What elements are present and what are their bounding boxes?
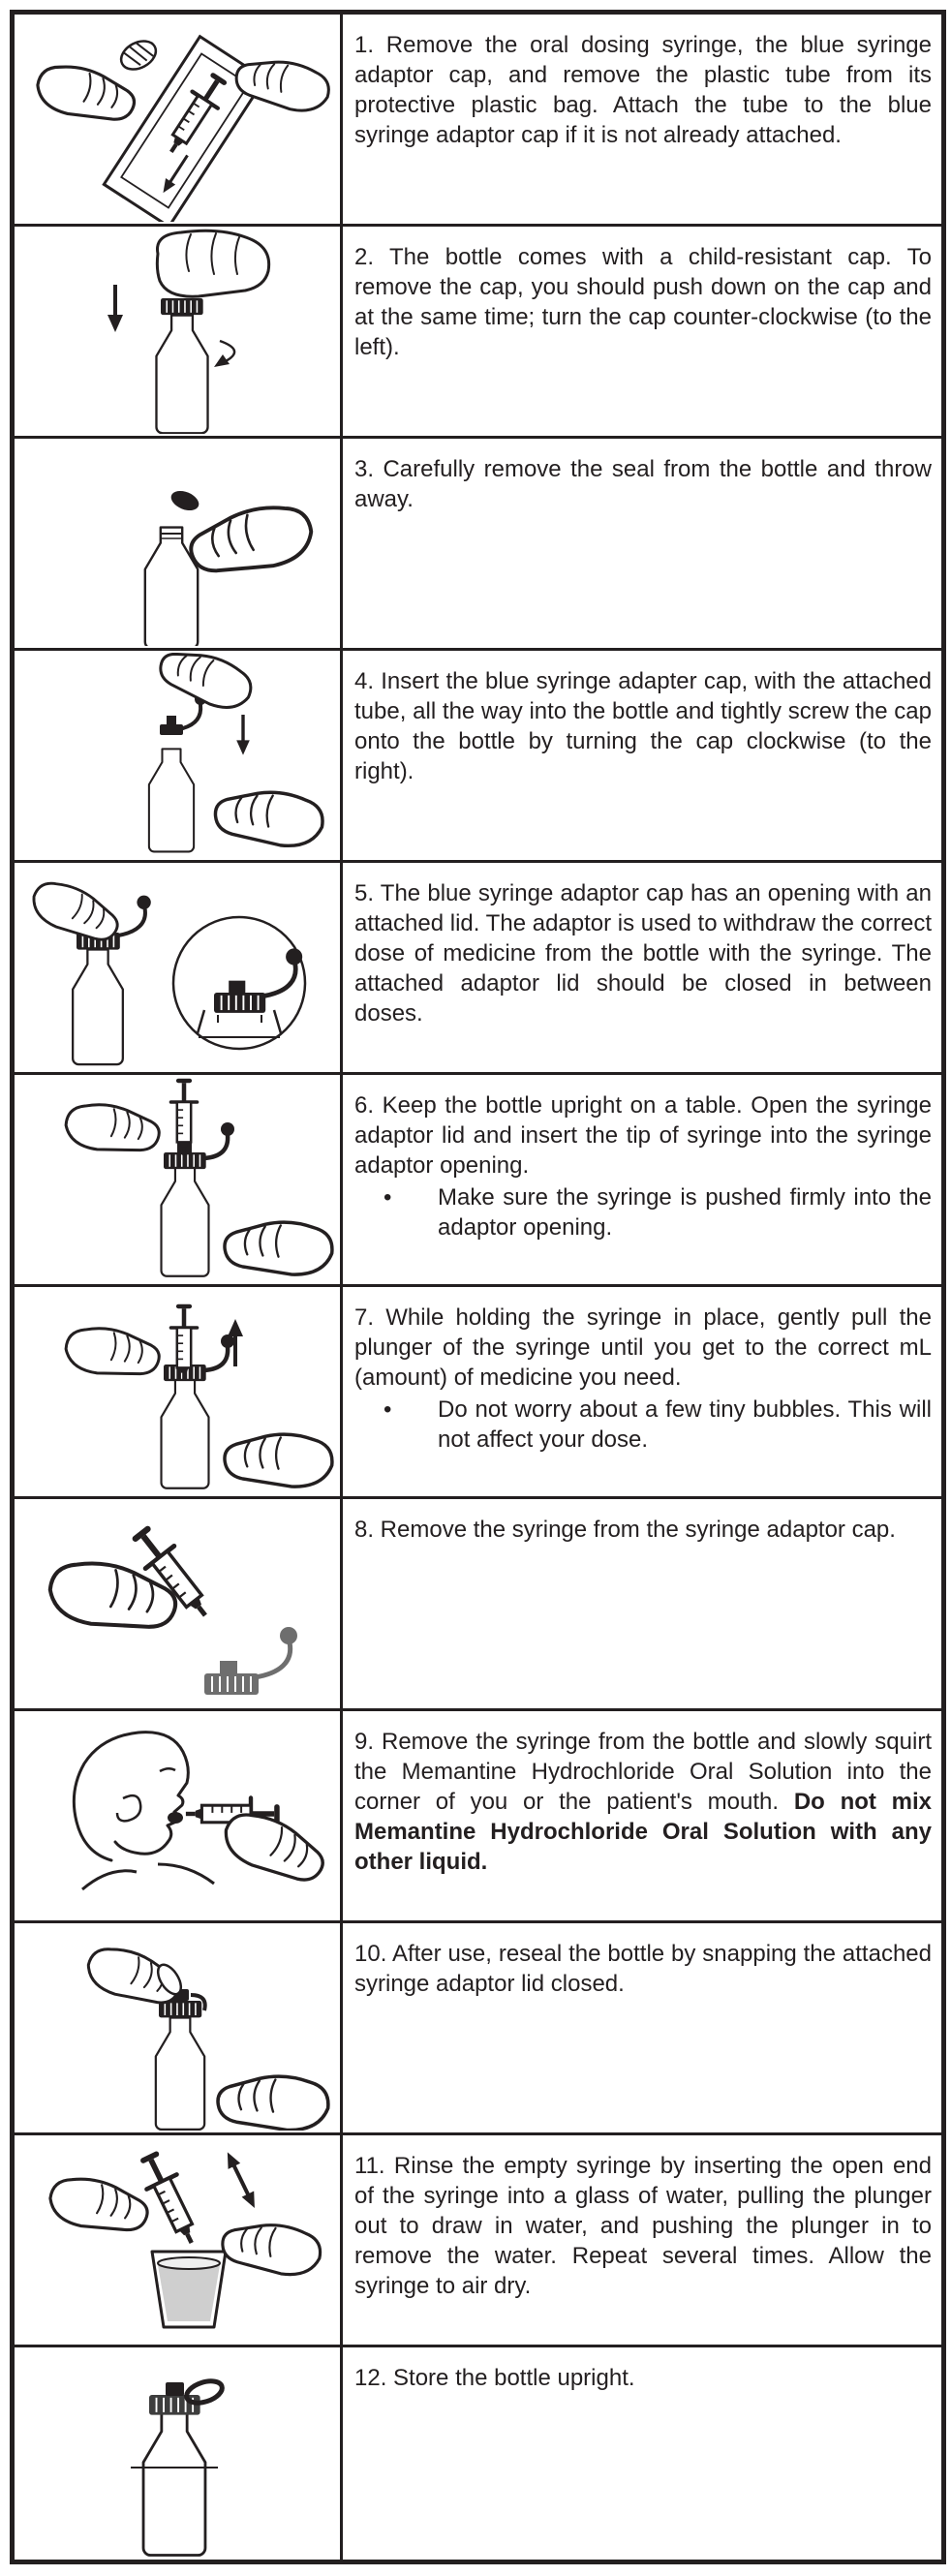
instructions-table bbox=[10, 10, 946, 2564]
step-row bbox=[15, 439, 941, 651]
illustration-step-7 bbox=[15, 1289, 340, 1494]
hand-icon bbox=[220, 2220, 322, 2278]
syringe-cap-icon bbox=[116, 36, 161, 76]
bullet-item: • Make sure the syringe is pushed firmly into the adaptor opening. bbox=[354, 1182, 932, 1242]
bullet-list bbox=[354, 1395, 932, 1455]
collar-icon bbox=[82, 1864, 214, 1889]
step-6-text: 6. Keep the bottle upright on a table. Open the syringe adaptor lid and insert the tip of syringe into the syringe adaptor opening. bbox=[354, 1092, 932, 1179]
step-10-text-cell bbox=[343, 1923, 941, 2132]
tube-icon bbox=[204, 1347, 228, 1370]
step-12-text-cell bbox=[343, 2347, 941, 2560]
illustration-step-2 bbox=[15, 229, 340, 434]
step-4-text: 4. Insert the blue syringe adapter cap, with the attached tube, all the way into the bottle and tightly screw the cap onto the bottle by turning the cap clockwise (to the right). bbox=[354, 668, 932, 784]
step-1-text: 1. Remove the oral dosing syringe, the blue syringe adaptor cap, and remove the plastic tube from its protective plastic bag. Attach the tube to the blue syringe adaptor cap if it is not already attached. bbox=[354, 32, 932, 148]
adaptor-cap-icon bbox=[149, 2395, 200, 2415]
step-row bbox=[15, 1499, 941, 1711]
illustration-step-10 bbox=[15, 1925, 340, 2131]
hand-icon bbox=[225, 1434, 332, 1487]
illustration-step-5 bbox=[15, 865, 340, 1070]
step-5-text-cell bbox=[343, 863, 941, 1072]
step-5-illustration-cell bbox=[15, 863, 343, 1072]
step-8-illustration-cell bbox=[15, 1499, 343, 1708]
bottle-cap-icon bbox=[161, 298, 203, 315]
step-5-text: 5. The blue syringe adaptor cap has an opening with an attached lid. The adaptor is used to withdraw the correct dose of medicine from the bottle with the syringe. The attached adaptor lid should be closed in between doses. bbox=[354, 880, 932, 1027]
step-6-text-cell bbox=[343, 1075, 941, 1284]
adaptor-cap-icon bbox=[204, 1627, 297, 1695]
bottle-icon bbox=[156, 2017, 204, 2129]
step-1-text-cell bbox=[343, 15, 941, 224]
tube-icon bbox=[204, 1135, 228, 1158]
illustration-step-6 bbox=[15, 1077, 340, 1282]
magnified-inset bbox=[173, 917, 305, 1049]
illustration-step-9 bbox=[15, 1713, 340, 1918]
step-9-illustration-cell bbox=[15, 1711, 343, 1920]
step-2-text-cell bbox=[343, 227, 941, 436]
step-11-illustration-cell bbox=[15, 2135, 343, 2345]
adaptor-cap-icon bbox=[160, 716, 183, 735]
step-9-text-cell bbox=[343, 1711, 941, 1920]
step-11-text-cell bbox=[343, 2135, 941, 2345]
step-10-illustration-cell bbox=[15, 1923, 343, 2132]
tube-icon bbox=[183, 705, 200, 728]
syringe-icon bbox=[171, 1079, 198, 1155]
mouth-icon bbox=[168, 1812, 183, 1824]
step-row bbox=[15, 1711, 941, 1923]
tube-lid-icon bbox=[221, 1334, 234, 1348]
illustration-step-3 bbox=[15, 441, 340, 646]
step-7-text-cell bbox=[343, 1287, 941, 1496]
step-9-text-normal: 9. Remove the syringe from the bottle and slowly squirt the Memantine Hydrochloride Oral Solution into the corner of you or the patient's mouth. bbox=[354, 1729, 932, 1815]
step-8-text-cell bbox=[343, 1499, 941, 1708]
step-12-text: 12. Store the bottle upright. bbox=[354, 2365, 635, 2391]
rotate-arrow-icon bbox=[214, 341, 234, 367]
step-row bbox=[15, 1923, 941, 2135]
tube-lid-icon bbox=[221, 1122, 234, 1136]
illustration-step-1 bbox=[15, 16, 340, 222]
bottle-icon bbox=[143, 2412, 205, 2555]
hand-icon bbox=[217, 1803, 331, 1893]
arrow-down-icon bbox=[107, 285, 123, 332]
step-row bbox=[15, 15, 941, 227]
hand-icon bbox=[185, 498, 317, 585]
hand-icon bbox=[213, 788, 323, 848]
double-arrow-icon bbox=[222, 2149, 261, 2211]
illustration-step-11 bbox=[15, 2137, 340, 2343]
hand-icon bbox=[32, 58, 139, 131]
step-row bbox=[15, 227, 941, 439]
step-9-text-bold: Do not mix Memantine Hydrochloride Oral Solution with any other liquid. bbox=[354, 1789, 932, 1875]
step-12-illustration-cell bbox=[15, 2347, 343, 2560]
hand-icon bbox=[225, 1222, 332, 1274]
hand-icon bbox=[154, 653, 257, 715]
bottle-icon bbox=[156, 316, 207, 434]
hand-icon bbox=[46, 2171, 152, 2241]
step-3-text: 3. Carefully remove the seal from the bottle and throw away. bbox=[354, 456, 932, 512]
step-2-text: 2. The bottle comes with a child-resistant cap. To remove the cap, you should push down on the cap and at the same time; turn the cap counter-clockwise (to the left). bbox=[354, 244, 932, 360]
step-11-text: 11. Rinse the empty syringe by inserting the open end of the syringe into a glass of water, pulling the plunger out to draw in water, and pushing the plunger in to remove the water. Repeat several times. Allow the syringe to air dry. bbox=[354, 2153, 932, 2299]
step-1-illustration-cell bbox=[15, 15, 343, 224]
step-row bbox=[15, 2347, 941, 2560]
arrow-down-icon bbox=[236, 715, 250, 755]
illustration-step-8 bbox=[15, 1501, 340, 1706]
step-9-text bbox=[354, 1727, 932, 1877]
bottle-icon bbox=[162, 1167, 209, 1275]
step-2-illustration-cell bbox=[15, 227, 343, 436]
step-4-text-cell bbox=[343, 651, 941, 860]
step-4-illustration-cell bbox=[15, 651, 343, 860]
bottle-icon bbox=[149, 749, 194, 851]
illustration-step-4 bbox=[15, 653, 340, 858]
tube-loop-icon bbox=[184, 2377, 225, 2407]
step-row bbox=[15, 651, 941, 863]
step-row bbox=[15, 863, 941, 1075]
hand-icon bbox=[63, 1322, 163, 1383]
bullet-item: • Do not worry about a few tiny bubbles. This will not affect your dose. bbox=[354, 1395, 932, 1455]
glass-of-water-icon bbox=[152, 2252, 226, 2327]
step-row bbox=[15, 2135, 941, 2347]
step-7-text: 7. While holding the syringe in place, gently pull the plunger of the syringe until you get to the correct mL (amount) of medicine you need. bbox=[354, 1304, 932, 1391]
bottle-icon bbox=[162, 1379, 209, 1487]
adaptor-lid-icon bbox=[166, 2382, 184, 2396]
seal-icon bbox=[169, 487, 202, 514]
step-row bbox=[15, 1075, 941, 1287]
head-profile-icon bbox=[74, 1733, 214, 1889]
step-10-text: 10. After use, reseal the bottle by snapping the attached syringe adaptor lid closed. bbox=[354, 1941, 932, 1997]
step-8-text: 8. Remove the syringe from the syringe adaptor cap. bbox=[354, 1517, 896, 1543]
step-3-illustration-cell bbox=[15, 439, 343, 648]
step-row bbox=[15, 1287, 941, 1499]
bottle-icon bbox=[73, 950, 123, 1065]
illustration-step-12 bbox=[15, 2351, 340, 2557]
hand-icon bbox=[157, 230, 268, 296]
step-3-text-cell bbox=[343, 439, 941, 648]
hand-icon bbox=[63, 1098, 163, 1159]
step-6-illustration-cell bbox=[15, 1075, 343, 1284]
syringe-icon bbox=[134, 2148, 206, 2251]
step-7-illustration-cell bbox=[15, 1287, 343, 1496]
bullet-list bbox=[354, 1182, 932, 1242]
hand-icon bbox=[218, 2076, 328, 2130]
